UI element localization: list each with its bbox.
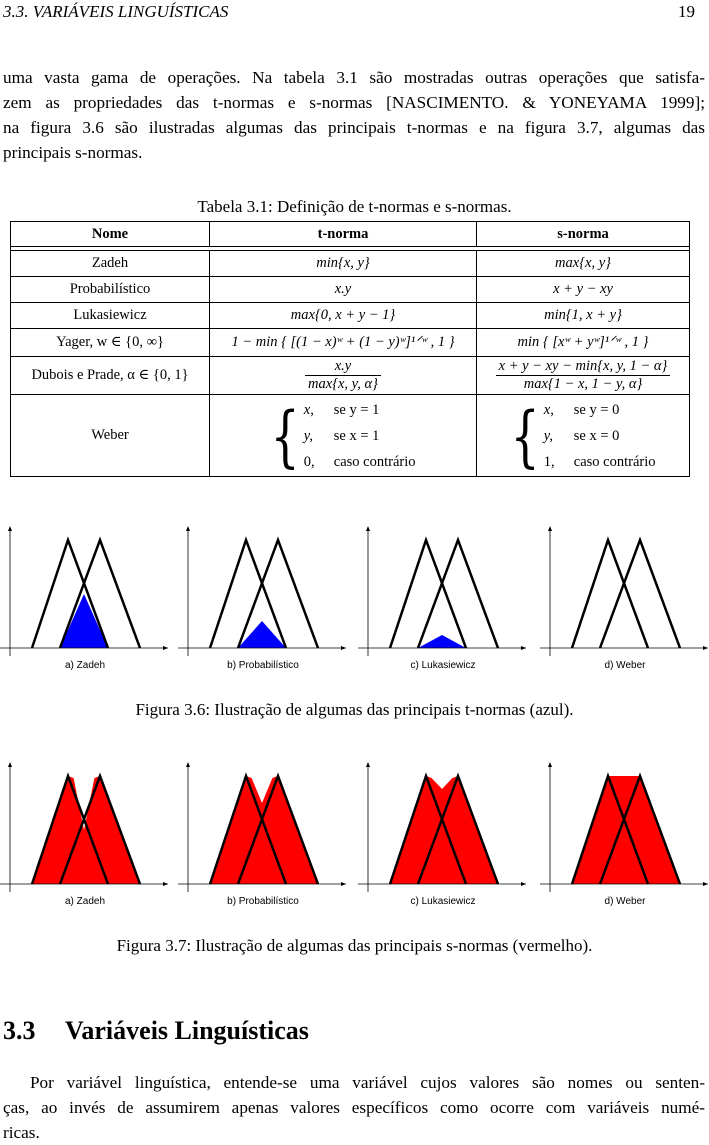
section-line: ricas.	[3, 1123, 40, 1142]
x-axis-arrow	[521, 882, 526, 886]
case-value: x,	[303, 401, 314, 418]
case-condition: se x = 1	[333, 427, 380, 444]
figure-panel-label: b) Probabilístico	[227, 896, 299, 907]
row-name: Zadeh	[11, 251, 210, 277]
y-axis-arrow	[8, 526, 12, 531]
x-axis-arrow	[703, 882, 708, 886]
running-header-section: 3.3. VARIÁVEIS LINGUÍSTICAS	[3, 2, 229, 21]
figure-panel	[0, 756, 170, 926]
row-snorm: x + y − xy	[477, 277, 690, 303]
figure-tnorm-caption: Figura 3.6: Ilustração de algumas das principais t-normas (azul).	[135, 700, 574, 719]
case-condition: caso contrário	[333, 453, 416, 470]
piecewise-cases	[270, 397, 415, 475]
fraction-denominator: max{x, y, α}	[308, 376, 378, 392]
figure-panel-label: b) Probabilístico	[227, 660, 299, 671]
y-axis-arrow	[366, 762, 370, 767]
fraction	[496, 358, 671, 393]
row-tnorm: min{x, y}	[210, 251, 477, 277]
table-row	[11, 357, 690, 395]
y-axis-arrow	[548, 526, 552, 531]
tnorm-region	[418, 635, 466, 648]
figure-panel	[540, 520, 709, 690]
membership-triangle	[600, 540, 680, 648]
figure-panel	[540, 756, 709, 926]
row-snorm	[477, 395, 690, 477]
row-tnorm: x.y	[210, 277, 477, 303]
section-line: ças, ao invés de assumirem apenas valores específicos como ocorre com variáveis numé-	[3, 1098, 705, 1117]
figure-panel-label: d) Weber	[604, 660, 646, 671]
y-axis-arrow	[8, 762, 12, 767]
figure-panel	[178, 756, 348, 926]
figure-panel-label: a) Zadeh	[64, 660, 106, 671]
tnorm-table	[10, 221, 690, 477]
figure-panel-label: d) Weber	[604, 896, 646, 907]
table-row	[11, 277, 690, 303]
figure-panel	[178, 520, 348, 690]
row-name: Yager, w ∈ {0, ∞}	[11, 329, 210, 357]
fraction-numerator: x + y − xy − min{x, y, 1 − α}	[496, 358, 671, 376]
section-line: Por variável linguística, entende-se uma variável cujos valores são nomes ou senten-	[30, 1073, 705, 1092]
row-snorm: min{1, x + y}	[477, 303, 690, 329]
membership-plot	[540, 520, 709, 670]
figure-panel	[358, 756, 528, 926]
figure-panel-label: a) Zadeh	[64, 896, 106, 907]
membership-plot	[0, 756, 170, 906]
section-heading	[3, 1016, 309, 1046]
case-value: 1,	[543, 453, 555, 470]
membership-triangle	[210, 540, 286, 648]
intro-line: na figura 3.6 são ilustradas algumas das principais t-normas e na figura 3.7, algumas das	[3, 118, 705, 137]
running-header	[3, 2, 695, 24]
row-name: Lukasiewicz	[11, 303, 210, 329]
y-axis-arrow	[548, 762, 552, 767]
membership-plot	[358, 520, 528, 670]
x-axis-arrow	[703, 646, 708, 650]
figure-panel-label: c) Lukasiewicz	[410, 896, 476, 907]
brace: {	[270, 396, 300, 475]
x-axis-arrow	[341, 646, 346, 650]
fraction	[305, 358, 381, 393]
table-caption: Tabela 3.1: Definição de t-normas e s-normas.	[197, 197, 512, 216]
case-value: x,	[543, 401, 554, 418]
snorm-region	[32, 776, 140, 884]
snorm-region	[210, 776, 318, 884]
row-snorm: max{x, y}	[477, 251, 690, 277]
page-number: 19	[678, 2, 695, 21]
membership-plot	[178, 520, 348, 670]
fraction-numerator: x.y	[305, 358, 381, 376]
row-tnorm	[210, 395, 477, 477]
case-value: y,	[543, 427, 554, 444]
row-snorm	[477, 357, 690, 395]
section-paragraph	[3, 1070, 705, 1145]
table-row	[11, 251, 690, 277]
table-row	[11, 395, 690, 477]
row-tnorm	[210, 357, 477, 395]
membership-triangle	[572, 540, 648, 648]
case-condition: caso contrário	[573, 453, 656, 470]
membership-plot	[358, 756, 528, 906]
table-header-row	[11, 222, 690, 247]
case-condition: se y = 1	[333, 401, 380, 418]
y-axis-arrow	[186, 762, 190, 767]
row-snorm: min { [xʷ + yʷ]¹ᐟʷ , 1 }	[477, 329, 690, 357]
table-row	[11, 303, 690, 329]
case-value: 0,	[303, 453, 315, 470]
membership-triangle	[238, 540, 318, 648]
snorm-region	[390, 776, 498, 884]
membership-triangle	[390, 540, 466, 648]
figure-panel-label: c) Lukasiewicz	[410, 660, 476, 671]
x-axis-arrow	[521, 646, 526, 650]
header-tnorma: t-norma	[210, 222, 477, 247]
case-value: y,	[303, 427, 314, 444]
section-number: 3.3	[3, 1016, 36, 1045]
y-axis-arrow	[366, 526, 370, 531]
case-condition: se y = 0	[573, 401, 620, 418]
intro-line: principais s-normas.	[3, 143, 143, 162]
fraction-denominator: max{1 − x, 1 − y, α}	[523, 376, 643, 392]
figure-panel	[0, 520, 170, 690]
row-name: Weber	[11, 395, 210, 477]
header-snorma: s-norma	[477, 222, 690, 247]
table-row	[11, 329, 690, 357]
figure-snorm-caption: Figura 3.7: Ilustração de algumas das principais s-normas (vermelho).	[116, 936, 593, 955]
y-axis-arrow	[186, 526, 190, 531]
membership-plot	[0, 520, 170, 670]
row-name: Dubois e Prade, α ∈ {0, 1}	[11, 357, 210, 395]
membership-plot	[540, 756, 709, 906]
intro-line: uma vasta gama de operações. Na tabela 3.1 são mostradas outras operações que satisfa-	[3, 68, 705, 87]
section-title: Variáveis Linguísticas	[65, 1016, 309, 1045]
case-condition: se x = 0	[573, 427, 620, 444]
intro-paragraph	[3, 65, 705, 165]
x-axis-arrow	[163, 882, 168, 886]
header-nome: Nome	[11, 222, 210, 247]
x-axis-arrow	[163, 646, 168, 650]
row-tnorm: 1 − min { [(1 − x)ʷ + (1 − y)ʷ]¹ᐟʷ , 1 }	[210, 329, 477, 357]
figure-panel	[358, 520, 528, 690]
x-axis-arrow	[341, 882, 346, 886]
intro-line: zem as propriedades das t-normas e s-normas [NASCIMENTO. & YONEYAMA 1999];	[3, 93, 705, 112]
tnorm-region	[60, 594, 108, 648]
row-tnorm: max{0, x + y − 1}	[210, 303, 477, 329]
snorm-region	[572, 776, 680, 884]
brace: {	[510, 396, 540, 475]
piecewise-cases	[510, 397, 655, 475]
row-name: Probabilístico	[11, 277, 210, 303]
membership-triangle	[418, 540, 498, 648]
membership-plot	[178, 756, 348, 906]
